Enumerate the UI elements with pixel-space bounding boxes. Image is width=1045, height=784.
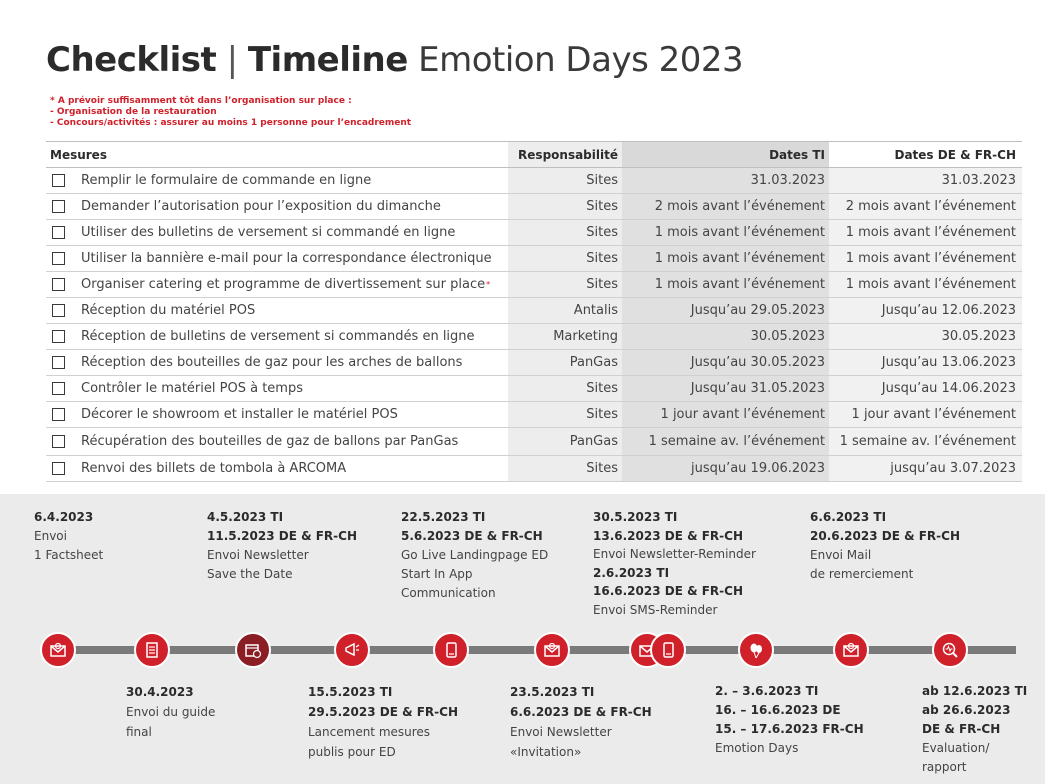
cell-dates-de-fr: Jusqu’au 12.06.2023 xyxy=(829,298,1022,323)
mesure-text: Contrôler le matériel POS à temps xyxy=(81,381,303,396)
event-date: 16. – 16.6.2023 DE xyxy=(715,703,841,717)
timeline-node xyxy=(235,632,271,668)
event-text: Envoi xyxy=(34,529,67,543)
document-list-icon xyxy=(142,640,162,660)
cell-mesure xyxy=(46,324,508,349)
table-row xyxy=(46,272,1022,298)
timeline-event xyxy=(34,508,103,565)
checkbox[interactable] xyxy=(52,462,65,475)
note-line: - Concours/activités : assurer au moins 1 personne pour l’encadrement xyxy=(50,118,412,128)
table-row xyxy=(46,350,1022,376)
checkbox[interactable] xyxy=(52,174,65,187)
event-date: 6.6.2023 TI xyxy=(810,510,887,524)
table-row xyxy=(46,168,1022,194)
event-date: 11.5.2023 DE & FR-CH xyxy=(207,529,357,543)
cell-dates-ti: 1 mois avant l’événement xyxy=(622,220,829,245)
mesure-text: Décorer le showroom et installer le matériel POS xyxy=(81,407,398,422)
cell-responsabilite: Sites xyxy=(508,272,622,297)
cell-dates-de-fr: 30.05.2023 xyxy=(829,324,1022,349)
checkbox[interactable] xyxy=(52,435,65,448)
cell-responsabilite: Sites xyxy=(508,194,622,219)
timeline-event xyxy=(715,682,864,758)
mesure-text: Réception du matériel POS xyxy=(81,303,256,318)
timeline-node xyxy=(40,632,76,668)
cell-dates-de-fr: 1 jour avant l’événement xyxy=(829,402,1022,427)
table-row xyxy=(46,428,1022,456)
event-text: rapport xyxy=(922,760,967,774)
mail-icon xyxy=(542,640,562,660)
mesure-text: Renvoi des billets de tombola à ARCOMA xyxy=(81,461,347,476)
timeline-event xyxy=(401,508,548,603)
cell-dates-ti: 30.05.2023 xyxy=(622,324,829,349)
cell-dates-de-fr: 31.03.2023 xyxy=(829,168,1022,193)
title-timeline: Timeline xyxy=(247,40,408,80)
cell-responsabilite: Sites xyxy=(508,246,622,271)
cell-mesure xyxy=(46,272,508,297)
event-date: 22.5.2023 TI xyxy=(401,510,486,524)
event-text: Envoi du guide xyxy=(126,705,216,719)
cell-mesure xyxy=(46,350,508,375)
event-date: ab 12.6.2023 TI xyxy=(922,684,1028,698)
mesure-text: Réception des bouteilles de gaz pour les arches de ballons xyxy=(81,355,463,370)
event-date: ab 26.6.2023 xyxy=(922,703,1011,717)
cell-mesure xyxy=(46,428,508,455)
event-text: de remerciement xyxy=(810,567,914,581)
cell-mesure xyxy=(46,402,508,427)
checklist-table xyxy=(46,141,1022,482)
table-row xyxy=(46,376,1022,402)
timeline-node xyxy=(534,632,570,668)
event-date: 15. – 17.6.2023 FR-CH xyxy=(715,722,864,736)
cell-dates-de-fr: Jusqu’au 13.06.2023 xyxy=(829,350,1022,375)
mail-icon xyxy=(841,640,861,660)
cell-dates-de-fr: 1 mois avant l’événement xyxy=(829,220,1022,245)
table-row xyxy=(46,220,1022,246)
event-text: Communication xyxy=(401,586,496,600)
header-dates-de-fr: Dates DE & FR-CH xyxy=(829,142,1022,167)
title-separator: | xyxy=(216,40,248,80)
table-header xyxy=(46,141,1022,168)
table-row xyxy=(46,298,1022,324)
analytics-icon xyxy=(940,640,960,660)
mesure-text: Demander l’autorisation pour l’exposition du dimanche xyxy=(81,199,441,214)
cell-responsabilite: Antalis xyxy=(508,298,622,323)
mesure-text: Organiser catering et programme de divertissement sur place xyxy=(81,277,486,292)
cell-dates-de-fr: Jusqu’au 14.06.2023 xyxy=(829,376,1022,401)
event-date: 23.5.2023 TI xyxy=(510,685,595,699)
cell-dates-de-fr: 2 mois avant l’événement xyxy=(829,194,1022,219)
checkbox[interactable] xyxy=(52,382,65,395)
timeline-node xyxy=(650,632,686,668)
timeline-line xyxy=(46,646,1016,654)
event-text: Save the Date xyxy=(207,567,293,581)
table-row xyxy=(46,246,1022,272)
timeline-event xyxy=(593,508,756,619)
cell-dates-de-fr: 1 mois avant l’événement xyxy=(829,272,1022,297)
page-title xyxy=(46,38,743,82)
event-text: «Invitation» xyxy=(510,745,582,759)
mesure-text: Récupération des bouteilles de gaz de ballons par PanGas xyxy=(81,434,459,449)
cell-mesure xyxy=(46,246,508,271)
event-date: 13.6.2023 DE & FR-CH xyxy=(593,528,743,543)
table-row xyxy=(46,456,1022,482)
cell-responsabilite: PanGas xyxy=(508,428,622,455)
timeline-node xyxy=(932,632,968,668)
phone-app-icon xyxy=(658,640,678,660)
checkbox[interactable] xyxy=(52,278,65,291)
table-row xyxy=(46,194,1022,220)
balloons-icon xyxy=(746,640,766,660)
event-text: Evaluation/ xyxy=(922,741,990,755)
table-row xyxy=(46,324,1022,350)
cell-dates-ti: 31.03.2023 xyxy=(622,168,829,193)
title-checklist: Checklist xyxy=(46,40,217,80)
event-text: Go Live Landingpage ED xyxy=(401,548,549,562)
cell-dates-ti: Jusqu’au 29.05.2023 xyxy=(622,298,829,323)
event-date: 16.6.2023 DE & FR-CH xyxy=(593,584,743,598)
cell-dates-ti: Jusqu’au 30.05.2023 xyxy=(622,350,829,375)
phone-app-icon xyxy=(441,640,461,660)
cell-mesure xyxy=(46,456,508,481)
cell-dates-ti: Jusqu’au 31.05.2023 xyxy=(622,376,829,401)
event-text: 1 Factsheet xyxy=(34,548,104,562)
timeline-node xyxy=(833,632,869,668)
event-date: 30.4.2023 xyxy=(126,685,194,699)
title-event: Emotion Days 2023 xyxy=(407,40,744,80)
cell-mesure xyxy=(46,376,508,401)
checkbox[interactable] xyxy=(52,408,65,421)
cell-dates-de-fr: 1 mois avant l’événement xyxy=(829,246,1022,271)
event-text: Lancement mesures xyxy=(308,725,431,739)
cell-dates-de-fr: jusqu’au 3.07.2023 xyxy=(829,456,1022,481)
event-date: DE & FR-CH xyxy=(922,722,1001,736)
cell-responsabilite: PanGas xyxy=(508,350,622,375)
mesure-text: Utiliser la bannière e-mail pour la correspondance électronique xyxy=(81,251,492,266)
cell-dates-ti: 1 semaine av. l’événement xyxy=(622,428,829,455)
mesure-text: Réception de bulletins de versement si commandés en ligne xyxy=(81,329,475,344)
event-text: Envoi SMS-Reminder xyxy=(593,602,718,617)
event-date: 30.5.2023 TI xyxy=(593,510,678,524)
timeline-node xyxy=(334,632,370,668)
timeline-event xyxy=(308,682,458,762)
timeline-event xyxy=(207,508,357,584)
calendar-clock-icon xyxy=(243,640,263,660)
cell-mesure xyxy=(46,298,508,323)
event-date: 6.4.2023 xyxy=(34,510,94,524)
cell-responsabilite: Sites xyxy=(508,402,622,427)
event-text: Envoi Newsletter xyxy=(510,725,612,739)
timeline-event xyxy=(922,682,1027,777)
timeline-node xyxy=(134,632,170,668)
checkbox[interactable] xyxy=(52,252,65,265)
event-date: 2. – 3.6.2023 TI xyxy=(715,684,819,698)
cell-mesure xyxy=(46,168,508,193)
event-text: publis pour ED xyxy=(308,745,396,759)
header-dates-ti: Dates TI xyxy=(622,142,829,167)
mail-icon xyxy=(48,640,68,660)
header-mesures: Mesures xyxy=(50,147,107,162)
event-text: final xyxy=(126,725,152,739)
cell-responsabilite: Sites xyxy=(508,168,622,193)
checkbox[interactable] xyxy=(52,226,65,239)
megaphone-icon xyxy=(342,640,362,660)
timeline-event xyxy=(510,682,652,762)
event-date: 29.5.2023 DE & FR-CH xyxy=(308,705,458,719)
event-date: 6.6.2023 DE & FR-CH xyxy=(510,705,652,719)
timeline-node xyxy=(433,632,469,668)
timeline-node xyxy=(738,632,774,668)
table-row xyxy=(46,402,1022,428)
cell-dates-ti: 1 mois avant l’événement xyxy=(622,272,829,297)
cell-responsabilite: Sites xyxy=(508,376,622,401)
event-date: 20.6.2023 DE & FR-CH xyxy=(810,529,960,543)
cell-dates-ti: jusqu’au 19.06.2023 xyxy=(622,456,829,481)
checkbox[interactable] xyxy=(52,330,65,343)
mesure-text: Utiliser des bulletins de versement si commandé en ligne xyxy=(81,225,456,240)
notes xyxy=(50,96,411,129)
timeline-event xyxy=(810,508,960,584)
note-line: - Organisation de la restauration xyxy=(50,107,217,117)
mesure-text: Remplir le formulaire de commande en ligne xyxy=(81,173,372,188)
event-text: Envoi Mail xyxy=(810,548,872,562)
cell-mesure xyxy=(46,194,508,219)
cell-dates-ti: 1 jour avant l’événement xyxy=(622,402,829,427)
event-date: 15.5.2023 TI xyxy=(308,685,393,699)
event-text: Envoi Newsletter xyxy=(207,548,309,562)
cell-mesure xyxy=(46,220,508,245)
event-date: 4.5.2023 TI xyxy=(207,510,284,524)
header-responsabilite: Responsabilité xyxy=(508,142,622,167)
event-date: 2.6.2023 TI xyxy=(593,565,670,580)
event-date: 5.6.2023 DE & FR-CH xyxy=(401,529,543,543)
checkbox[interactable] xyxy=(52,356,65,369)
event-text: Envoi Newsletter-Reminder xyxy=(593,547,756,561)
cell-dates-ti: 1 mois avant l’événement xyxy=(622,246,829,271)
cell-dates-ti: 2 mois avant l’événement xyxy=(622,194,829,219)
cell-dates-de-fr: 1 semaine av. l’événement xyxy=(829,428,1022,455)
asterisk: * xyxy=(486,280,491,289)
event-text: Start In App xyxy=(401,567,473,581)
event-text: Emotion Days xyxy=(715,741,799,755)
checkbox[interactable] xyxy=(52,200,65,213)
cell-responsabilite: Marketing xyxy=(508,324,622,349)
cell-responsabilite: Sites xyxy=(508,456,622,481)
checkbox[interactable] xyxy=(52,304,65,317)
cell-responsabilite: Sites xyxy=(508,220,622,245)
timeline-event xyxy=(126,682,215,742)
note-line: * A prévoir suffisamment tôt dans l’organisation sur place : xyxy=(50,96,352,106)
